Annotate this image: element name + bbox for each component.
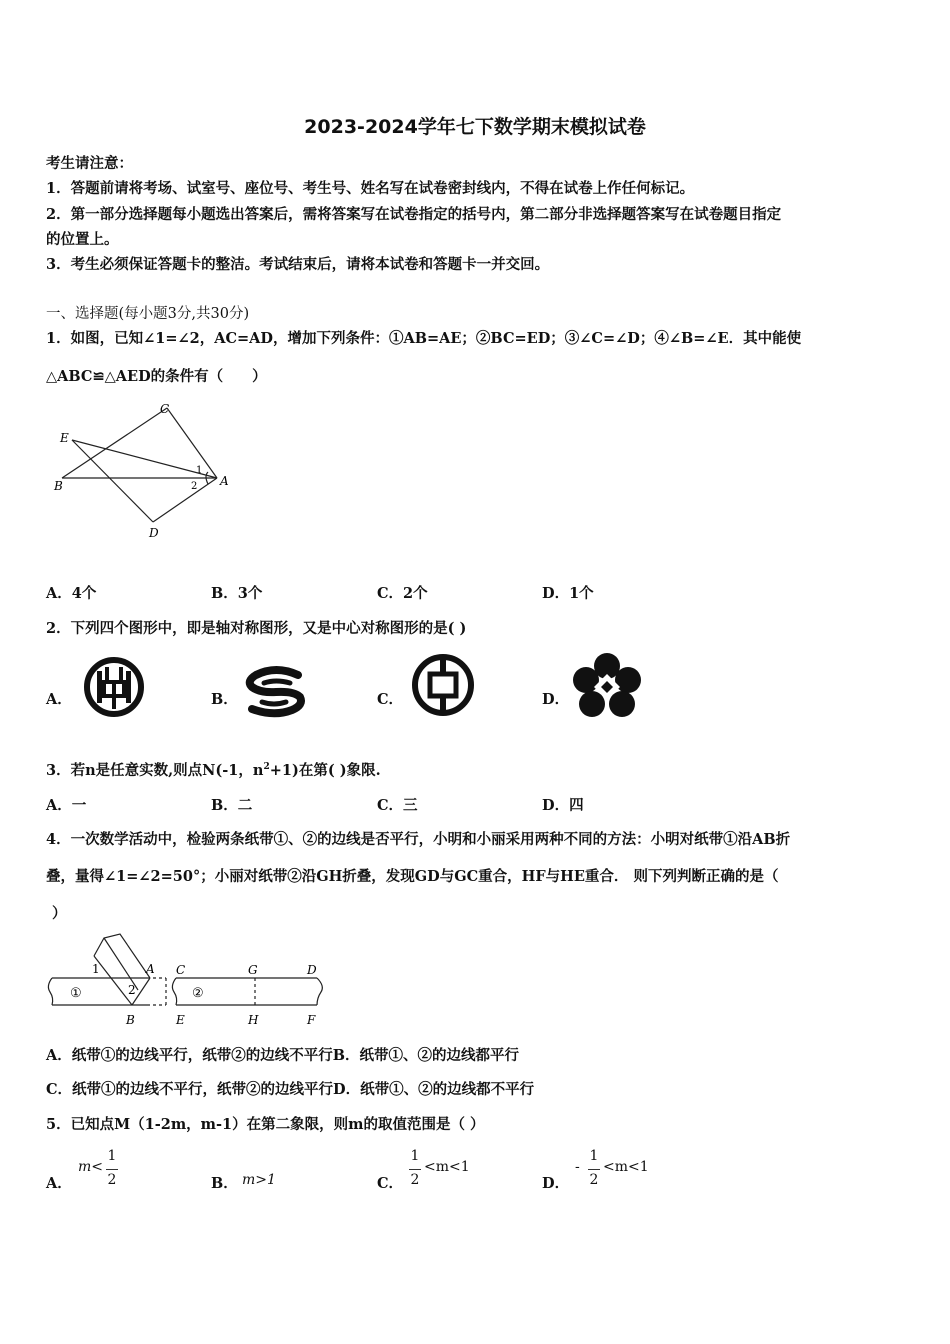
q3-option-d[interactable]: D．四 bbox=[542, 797, 584, 814]
notice-item-1: 1．答题前请将考场、试室号、座位号、考生号、姓名写在试卷密封线内，不得在试卷上作任何标记。 bbox=[46, 180, 695, 197]
q5-text: 5．已知点M（1-2m，m-1）在第二象限，则m的取值范围是（ ） bbox=[46, 1116, 485, 1133]
q3-text bbox=[46, 759, 381, 780]
q4-label-b: B bbox=[126, 1013, 135, 1027]
q3-sup: 2 bbox=[263, 762, 270, 773]
q2-option-b[interactable]: B． bbox=[211, 691, 238, 708]
frac-num: 1 bbox=[107, 1148, 117, 1164]
q5-c-tail: <m<1 bbox=[424, 1159, 470, 1175]
q4-label-2: 2 bbox=[128, 983, 136, 997]
q5-c-fraction bbox=[409, 1148, 421, 1194]
q4-text-end: ） bbox=[52, 905, 67, 922]
q2-option-d[interactable]: D． bbox=[542, 691, 570, 708]
flower-logo-d-icon bbox=[572, 652, 642, 720]
q4-label-c: C bbox=[176, 963, 186, 977]
q4-label-d: D bbox=[307, 963, 317, 977]
q5-d-fraction bbox=[588, 1148, 600, 1194]
frac-den: 2 bbox=[107, 1172, 117, 1188]
label-a: A bbox=[220, 474, 229, 488]
q5-option-c[interactable]: C． bbox=[377, 1175, 404, 1192]
q2-option-c[interactable]: C． bbox=[377, 691, 404, 708]
bank-logo-b-icon bbox=[240, 665, 312, 720]
label-angle-2: 2 bbox=[191, 481, 198, 492]
q4-options-ab[interactable]: A．纸带①的边线平行，纸带②的边线不平行B．纸带①、②的边线都平行 bbox=[46, 1047, 520, 1064]
q5-b-text: m>1 bbox=[242, 1172, 276, 1188]
q3-text-b: +1)在第( )象限. bbox=[269, 762, 381, 779]
notice-item-3: 3．考生必须保证答题卡的整洁。考试结束后，请将本试卷和答题卡一并交回。 bbox=[46, 256, 550, 273]
q5-d-minus: - bbox=[575, 1159, 580, 1175]
q1-text-cont: △ABC≌△AED的条件有（ ） bbox=[46, 368, 267, 385]
q5-a-fraction bbox=[106, 1148, 118, 1194]
q3-text-a: 3．若n是任意实数,则点N(-1，n bbox=[46, 762, 264, 779]
frac-bar bbox=[409, 1169, 421, 1170]
q4-label-a: A bbox=[146, 962, 155, 976]
q5-d-tail: <m<1 bbox=[603, 1159, 649, 1175]
q4-label-f: F bbox=[307, 1013, 316, 1027]
label-c: C bbox=[160, 402, 170, 416]
frac-num: 1 bbox=[589, 1148, 599, 1164]
q3-option-b[interactable]: B．二 bbox=[211, 797, 253, 814]
label-b: B bbox=[54, 479, 63, 493]
page-title: 2023-2024学年七下数学期末模拟试卷 bbox=[304, 116, 646, 138]
section-heading: 一、选择题(每小题3分,共30分) bbox=[46, 306, 250, 322]
notice-item-2: 2．第一部分选择题每小题选出答案后，需将答案写在试卷指定的括号内，第二部分非选择题答案写在试卷题目指定 bbox=[46, 206, 782, 223]
q5-option-b[interactable]: B． bbox=[211, 1175, 238, 1192]
q5-option-d[interactable]: D． bbox=[542, 1175, 570, 1192]
frac-den: 2 bbox=[589, 1172, 599, 1188]
q4-label-e: E bbox=[176, 1013, 185, 1027]
q1-text: 1．如图，已知∠1=∠2，AC=AD，增加下列条件：①AB=AE；②BC=ED；③∠C=∠D；④∠B=∠E．其中能使 bbox=[46, 330, 802, 347]
frac-bar bbox=[106, 1169, 118, 1170]
q1-option-c[interactable]: C．2个 bbox=[377, 585, 428, 602]
q4-label-circle1: ① bbox=[70, 986, 82, 1001]
notice-item-2-cont: 的位置上。 bbox=[46, 231, 119, 248]
q1-triangle-figure bbox=[50, 400, 240, 545]
q3-option-c[interactable]: C．三 bbox=[377, 797, 418, 814]
q2-option-a[interactable]: A． bbox=[46, 691, 72, 708]
frac-den: 2 bbox=[410, 1172, 420, 1188]
q4-label-h: H bbox=[248, 1013, 259, 1027]
q5-option-a[interactable]: A． bbox=[46, 1175, 72, 1192]
label-e: E bbox=[60, 431, 69, 445]
label-d: D bbox=[149, 526, 159, 540]
bank-logo-c-icon bbox=[410, 652, 476, 718]
q4-label-1: 1 bbox=[92, 962, 100, 976]
q4-label-g: G bbox=[248, 963, 258, 977]
q1-option-a[interactable]: A．4个 bbox=[46, 585, 97, 602]
frac-num: 1 bbox=[410, 1148, 420, 1164]
q2-text: 2．下列四个图形中，即是轴对称图形，又是中心对称图形的是( ) bbox=[46, 620, 467, 637]
label-angle-1: 1 bbox=[196, 465, 203, 476]
q1-option-b[interactable]: B．3个 bbox=[211, 585, 263, 602]
q4-options-cd[interactable]: C．纸带①的边线不平行，纸带②的边线平行D．纸带①、②的边线都不平行 bbox=[46, 1081, 535, 1098]
bank-logo-a-icon bbox=[82, 655, 146, 719]
q4-label-circle2: ② bbox=[192, 986, 204, 1001]
q1-option-d[interactable]: D．1个 bbox=[542, 585, 594, 602]
frac-bar bbox=[588, 1169, 600, 1170]
q4-paper-strip-figure bbox=[42, 930, 332, 1030]
q4-text-cont: 叠，量得∠1=∠2=50°；小丽对纸带②沿GH折叠，发现GD与GC重合，HF与HE重合． 则下列判断正确的是（ bbox=[46, 868, 779, 885]
notice-heading: 考生请注意： bbox=[46, 155, 133, 172]
q4-text: 4．一次数学活动中，检验两条纸带①、②的边线是否平行，小明和小丽采用两种不同的方法：小明对纸带①沿AB折 bbox=[46, 831, 791, 848]
q3-option-a[interactable]: A．一 bbox=[46, 797, 87, 814]
q5-a-var: m< bbox=[78, 1159, 104, 1175]
